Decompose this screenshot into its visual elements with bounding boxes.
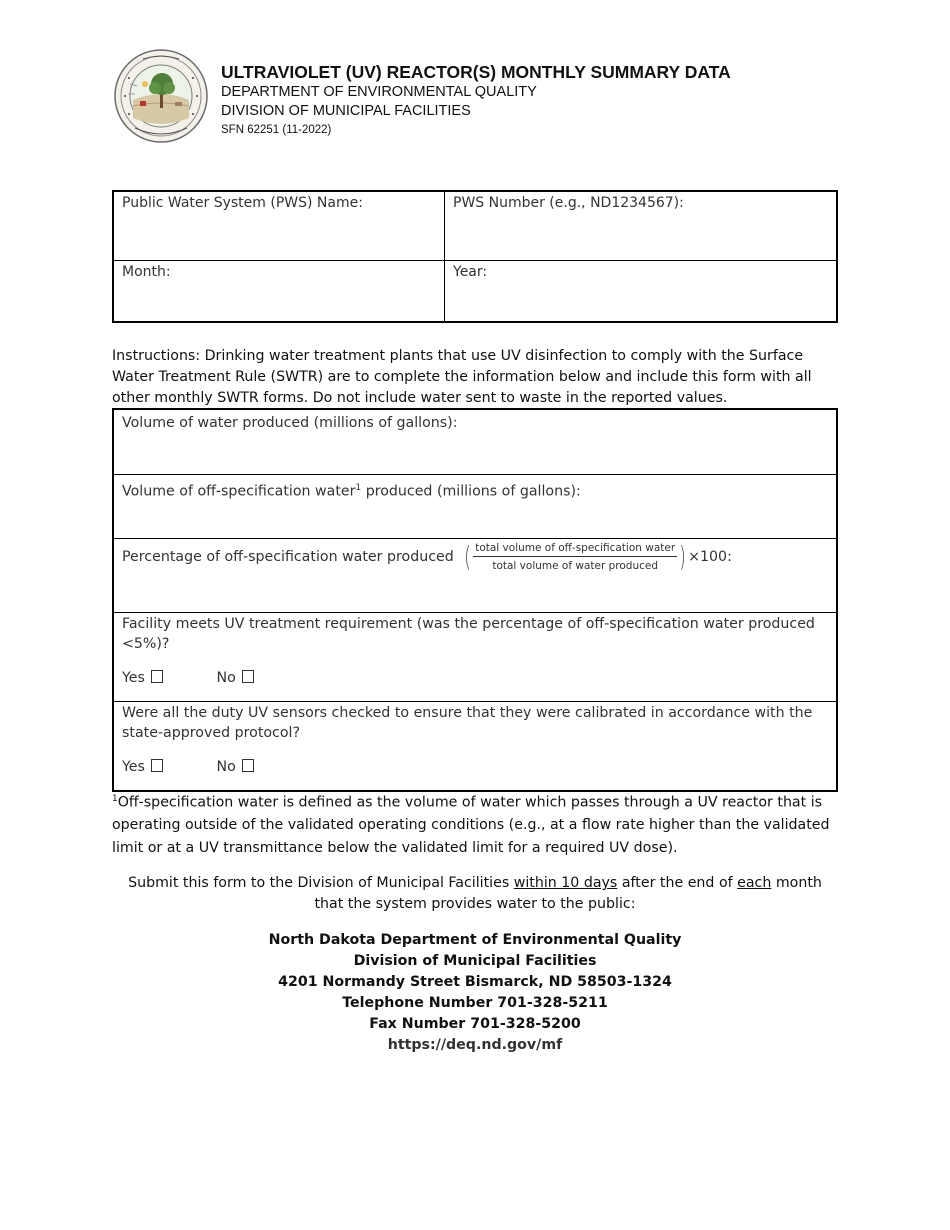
month-cell[interactable] [113,261,445,323]
department-name: DEPARTMENT OF ENVIRONMENTAL QUALITY [221,84,537,100]
submit-text-2: after the end of [617,875,738,891]
month-label: Month: [122,264,171,280]
year-label: Year: [453,264,488,280]
uv-requirement-question: Facility meets UV treatment requirement (was the percentage of off-specification water produced <5%)? [122,616,815,652]
division-name: DIVISION OF MUNICIPAL FACILITIES [221,103,471,119]
submit-text-3: month that the system provides water to the public: [314,875,822,912]
header-title-block [221,62,731,139]
summary-table [112,408,838,792]
mailing-address [112,930,838,1056]
footnote-marker: 1 [355,483,362,493]
submit-each: each [737,875,772,891]
footnote [112,788,842,859]
form-number: SFN 62251 (11-2022) [221,124,332,136]
yes-checkbox[interactable] [151,670,163,683]
no-checkbox[interactable] [242,670,254,683]
volume-produced-label: Volume of water produced (millions of gallons): [122,415,458,431]
offspec-percentage-row[interactable] [114,538,836,612]
address-fax: Fax Number 701-328-5200 [369,1016,581,1032]
formula-numerator: total volume of off-specification water [473,541,677,557]
address-division: Division of Municipal Facilities [353,953,597,969]
submit-deadline: within 10 days [513,875,618,891]
no-label: No [216,670,236,686]
yes-label: Yes [122,670,145,686]
formula-denominator: total volume of water produced [492,560,659,572]
sensor-calibration-options [122,757,828,777]
pws-name-cell[interactable] [113,191,445,261]
no-checkbox[interactable] [242,759,254,772]
footnote-number: 1 [112,794,118,804]
no-label: No [216,759,236,775]
offspec-volume-row[interactable] [114,474,836,538]
submit-text-1: Submit this form to the Division of Municipal Facilities [128,875,514,891]
instructions-text: Instructions: Drinking water treatment plants that use UV disinfection to comply with the Surface Water Treatment Rule (SWTR) are to complete the information below and include this form with all other monthly SWTR forms. Do not include water sent to waste in the reported values. [112,348,812,406]
formula-suffix: ×100: [688,549,732,565]
address-telephone: Telephone Number 701-328-5211 [342,995,608,1011]
pws-name-label: Public Water System (PWS) Name: [122,195,363,211]
sensor-calibration-question: Were all the duty UV sensors checked to ensure that they were calibrated in accordance with the state-approved protocol? [122,705,813,741]
right-paren: ) [679,540,686,573]
offspec-volume-label-post: produced (millions of gallons): [361,483,581,500]
submit-instructions [112,873,838,915]
uv-requirement-row [114,612,836,701]
yes-label: Yes [122,759,145,775]
address-agency: North Dakota Department of Environmental Quality [268,932,682,948]
address-street: 4201 Normandy Street Bismarck, ND 58503-1324 [278,974,672,990]
north-dakota-great-seal-icon [113,48,209,144]
percentage-formula [462,541,732,573]
left-paren: ( [464,540,472,573]
form-title: ULTRAVIOLET (UV) REACTOR(S) MONTHLY SUMMARY DATA [221,62,731,82]
yes-checkbox[interactable] [151,759,163,772]
footnote-text: Off-specification water is defined as the volume of water which passes through a UV reactor that is operating outside of the validated operating conditions (e.g., at a flow rate higher than the validated limit or at a UV transmittance below the validated limit for a required UV dose). [112,794,830,856]
uv-requirement-options [122,668,828,688]
pws-number-cell[interactable] [445,191,838,261]
sensor-calibration-row [114,701,836,790]
address-website-link[interactable]: https://deq.nd.gov/mf [387,1037,563,1053]
system-info-table [112,190,838,323]
pws-number-label: PWS Number (e.g., ND1234567): [453,195,684,211]
volume-produced-row[interactable] [114,410,836,474]
offspec-volume-label-pre: Volume of off-specification water [122,483,356,500]
offspec-percentage-label: Percentage of off-specification water produced [122,549,454,565]
year-cell[interactable] [445,261,838,323]
form-header [113,48,853,148]
